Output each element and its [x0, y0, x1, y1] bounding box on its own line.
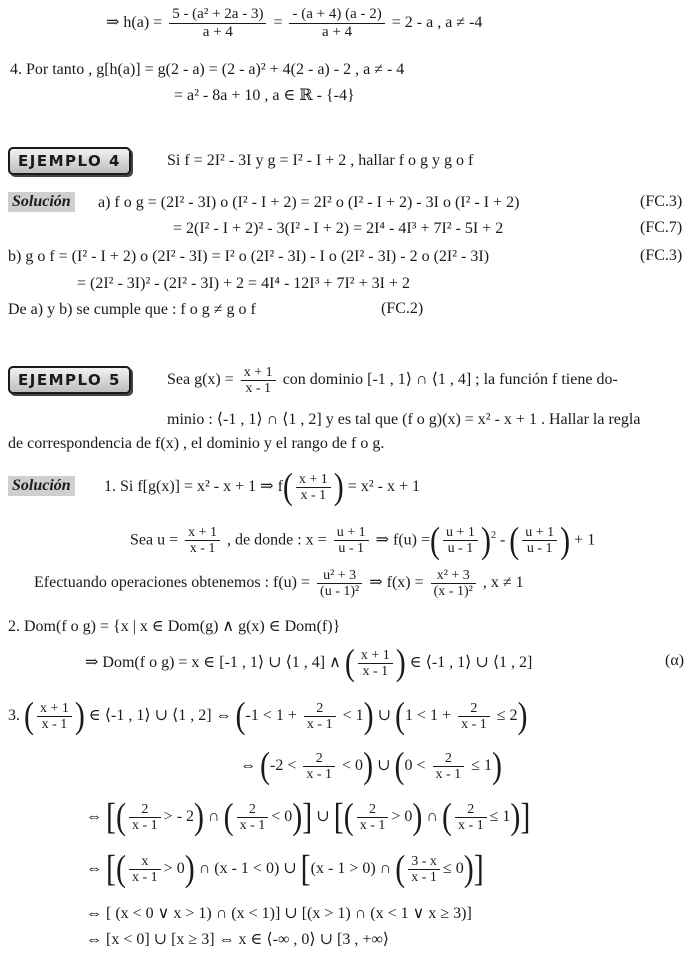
s1-num: x + 1	[296, 472, 331, 488]
paren-left: (	[395, 695, 406, 737]
lt-zero: < 0	[271, 808, 293, 825]
u-fraction	[185, 525, 220, 556]
gt-zero: > 0	[163, 860, 185, 877]
frac-num: 2	[458, 701, 490, 717]
paren-right: )	[292, 796, 303, 838]
frac-den: x - 1	[359, 817, 386, 833]
h-frac1-numerator: 5 - (a² + 2a - 3)	[169, 6, 266, 24]
g-denominator: x - 1	[245, 380, 272, 396]
m1b: < 1	[342, 707, 364, 724]
ej5-statement-1	[167, 363, 618, 397]
paren-left: (	[282, 466, 293, 508]
s1-den: x - 1	[300, 487, 327, 503]
paren-right: )	[510, 796, 521, 838]
ej5-statement-3: de correspondencia de f(x) , el dominio y el rango de f o g.	[8, 435, 385, 452]
s3-den: x - 1	[41, 716, 68, 732]
frac-den: x - 1	[306, 716, 333, 732]
s3-in: ∈ ⟨-1 , 1⟩ ∪ ⟨1 , 2] ⇔	[88, 707, 232, 724]
paren-right: )	[517, 695, 528, 737]
ejemplo-5-badge: EJEMPLO 5	[8, 366, 131, 394]
frac-num: 2	[304, 701, 336, 717]
bracket-left: [	[106, 796, 116, 838]
le-zero: ≤ 0	[442, 860, 464, 877]
paren-right: )	[194, 796, 205, 838]
paren-right: )	[560, 519, 571, 561]
frac-num: 2	[357, 802, 389, 818]
frac-den: x - 1	[239, 817, 266, 833]
paren-right: )	[74, 695, 85, 737]
two-over-x2	[458, 701, 490, 732]
x-over-xm1	[129, 854, 161, 885]
fur-num: u² + 3	[317, 568, 362, 584]
paren-left: (	[235, 695, 246, 737]
union: ∪	[377, 757, 391, 774]
s3d-p1: ∩ (x - 1 < 0) ∪	[198, 860, 297, 877]
paren-left: (	[430, 519, 441, 561]
le-one: ≤ 1	[489, 808, 511, 825]
paren-right: )	[491, 745, 502, 787]
union: ∪	[316, 808, 330, 825]
iff: ⇔	[86, 808, 102, 825]
ejemplo-4-badge: EJEMPLO 4	[8, 147, 131, 175]
frac-d	[455, 802, 487, 833]
bracket-left: [	[333, 796, 344, 838]
iff: ⇔	[240, 757, 256, 774]
s3-pre: 3.	[8, 707, 20, 724]
ej5-solucion-label: Solución	[8, 476, 75, 496]
g-fraction	[241, 365, 276, 396]
m1c: 1 < 1 +	[405, 707, 452, 724]
x-of-u-fraction	[334, 525, 369, 556]
s2-pre: ⇒ Dom(f o g) = x ∈ [-1 , 1⟩ ∪ ⟨1 , 4] ∧	[85, 654, 341, 671]
fxr-den: (x - 1)²	[433, 583, 473, 599]
paren-left: (	[344, 642, 355, 684]
two-over-x4	[433, 751, 465, 782]
frac-b	[237, 802, 269, 833]
s2-post: ∈ ⟨-1 , 1⟩ ∪ ⟨1 , 2]	[409, 654, 533, 671]
ej4-solucion-label: Solución	[8, 192, 75, 212]
item4-line1: 4. Por tanto , g[h(a)] = g(2 - a) = (2 - a)² + 4(2 - a) - 2 , a ≠ - 4	[10, 61, 405, 78]
ej4-conclusion: De a) y b) se cumple que : f o g ≠ g o f	[8, 301, 256, 318]
frac-num: 3 - x	[408, 854, 440, 870]
h-frac2-denominator: a + 4	[322, 24, 353, 40]
h-of-a-line	[106, 6, 482, 41]
h-fraction-1	[169, 6, 266, 41]
paren-right: )	[363, 745, 374, 787]
ej4-concl-tag: (FC.2)	[381, 300, 424, 317]
paren-right: )	[363, 695, 374, 737]
ej5-statement-2: minio : ⟨-1 , 1⟩ ∩ ⟨1 , 2] y es tal que (f o g)(x) = x² - x + 1 . Hallar la regla	[167, 411, 641, 428]
m2c: 0 <	[404, 757, 426, 774]
alpha-tag: (α)	[665, 652, 685, 669]
u-den: x - 1	[189, 541, 216, 557]
frac-num: x	[129, 854, 161, 870]
frac-c	[357, 802, 389, 833]
ej5-step1-line1	[104, 466, 420, 508]
bracket-right: ]	[473, 848, 484, 890]
s1c-post: , x ≠ 1	[482, 574, 524, 591]
fub-num: u + 1	[522, 525, 557, 541]
equals-sign: =	[273, 14, 283, 32]
paren-right: )	[412, 796, 423, 838]
squared: 2	[490, 530, 496, 541]
ej5-stmt1: con dominio [-1 , 1⟩ ∩ ⟨1 , 4] ; la función f tiene do-	[282, 371, 618, 388]
ej4-statement: Si f = 2I² - 3I y g = I² - I + 2 , hallar f o g y g o f	[167, 152, 474, 169]
frac-num: 2	[433, 751, 465, 767]
h-frac1-denominator: a + 4	[202, 24, 233, 40]
frac-den: x - 1	[132, 869, 158, 885]
bracket-left: [	[300, 848, 311, 890]
intersect: ∩	[426, 808, 438, 825]
ej5-step3-line3	[86, 796, 531, 838]
paren-left: (	[260, 745, 270, 787]
ej5-step1-line3	[34, 566, 524, 600]
minus-sign: -	[499, 531, 506, 549]
frac-den: x - 1	[457, 817, 484, 833]
frac-den: x - 1	[461, 716, 487, 732]
h-rhs: = 2 - a , a ≠ -4	[391, 14, 483, 32]
paren-left: (	[441, 796, 452, 838]
ej5-step3-line1	[8, 695, 528, 737]
s2-fraction	[358, 648, 393, 679]
paren-left: (	[395, 848, 406, 890]
union: ∪	[377, 707, 392, 724]
paren-left: (	[343, 796, 354, 838]
m1a: -1 < 1 +	[245, 707, 297, 724]
m1d: ≤ 2	[496, 707, 518, 724]
two-over-x3	[303, 751, 335, 782]
s1-fraction	[296, 472, 331, 503]
frac-num: 2	[129, 802, 161, 818]
frac-den: x - 1	[306, 766, 333, 782]
frac-num: 2	[237, 802, 269, 818]
iff: ⇔	[86, 860, 102, 877]
s3-num: x + 1	[37, 701, 72, 717]
paren-right: )	[184, 848, 195, 890]
s1b-mid: , de donde : x =	[227, 531, 327, 549]
h-fraction-2	[289, 6, 384, 41]
ej5-step3-line2	[240, 745, 502, 787]
paren-right: )	[333, 466, 344, 508]
fu-frac-a	[443, 525, 478, 556]
bracket-right: ]	[302, 796, 313, 838]
bracket-right: ]	[520, 796, 531, 838]
ej4-a1-tag: (FC.3)	[640, 193, 683, 210]
g-numerator: x + 1	[241, 365, 276, 381]
h-frac2-numerator: - (a + 4) (a - 2)	[289, 6, 384, 24]
u-num: x + 1	[185, 525, 220, 541]
gt-minus-two: > - 2	[163, 808, 195, 825]
ej4-a-line1: a) f o g = (2I² - 3I) o (I² - I + 2) = 2I² o (I² - I + 2) - 3I o (I² - I + 2)	[98, 194, 520, 211]
ej5-step3-line4	[86, 848, 484, 890]
h-lhs: ⇒ h(a) =	[106, 14, 163, 32]
xu-num: u + 1	[334, 525, 369, 541]
ej5-step2-line2	[85, 642, 533, 684]
s1b-fu: ⇒ f(u) =	[375, 531, 431, 549]
intersect: ∩	[208, 808, 220, 825]
ej4-b1-tag: (FC.3)	[640, 247, 683, 264]
paren-right: )	[395, 642, 406, 684]
two-over-x1	[304, 701, 336, 732]
three-minus-x-frac	[408, 854, 440, 885]
paren-left: (	[116, 796, 126, 838]
s3-fraction	[37, 701, 72, 732]
ej4-b-line1: b) g o f = (I² - I + 2) o (2I² - 3I) = I² o (2I² - 3I) - I o (2I² - 3I) - 2 o (2I² - 3I)	[8, 248, 490, 265]
ej5-step1-line2	[130, 519, 596, 561]
fxr-num: x² + 3	[431, 568, 476, 584]
fua-num: u + 1	[443, 525, 478, 541]
plus-one: + 1	[574, 531, 596, 549]
ej4-a2-tag: (FC.7)	[640, 219, 683, 236]
frac-den: x - 1	[411, 869, 437, 885]
frac-den: x - 1	[132, 817, 158, 833]
s1c-pre: Efectuando operaciones obtenemos : f(u) =	[34, 574, 311, 591]
s2-num: x + 1	[358, 648, 393, 664]
ej5-step2-line1: 2. Dom(f o g) = {x | x ∈ Dom(g) ∧ g(x) ∈ Dom(f)}	[8, 618, 341, 635]
ej4-a-line2: = 2(I² - I + 2)² - 3(I² - I + 2) = 2I⁴ - 4I³ + 7I² - 5I + 2	[173, 220, 504, 237]
paren-left: (	[24, 695, 34, 737]
paren-left: (	[394, 745, 405, 787]
frac-num: 2	[303, 751, 335, 767]
s3d-p2: (x - 1 > 0) ∩	[310, 860, 392, 877]
xu-den: u - 1	[338, 541, 364, 557]
s2-den: x - 1	[362, 663, 389, 679]
ej4-b-line2: = (2I² - 3I)² - (2I² - 3I) + 2 = 4I⁴ - 12I³ + 7I² + 3I + 2	[77, 275, 410, 292]
bracket-left: [	[106, 848, 116, 890]
fu-result-fraction	[317, 568, 362, 599]
paren-left: (	[509, 519, 520, 561]
gt-zero: > 0	[391, 808, 413, 825]
s1c-mid: ⇒ f(x) =	[369, 574, 424, 591]
fu-frac-b	[522, 525, 557, 556]
m2d: ≤ 1	[471, 757, 492, 774]
paren-left: (	[223, 796, 234, 838]
frac-den: x - 1	[435, 766, 462, 782]
fur-den: (u - 1)²	[320, 583, 360, 599]
fub-den: u - 1	[526, 541, 553, 557]
frac-a	[129, 802, 161, 833]
frac-num: 2	[455, 802, 487, 818]
paren-left: (	[116, 848, 126, 890]
s1-pre: 1. Si f[g(x)] = x² - x + 1 ⇒ f	[104, 478, 283, 495]
m2a: -2 <	[270, 757, 297, 774]
s1b-pre: Sea u =	[130, 531, 179, 549]
fx-result-fraction	[431, 568, 476, 599]
fua-den: u - 1	[447, 541, 474, 557]
s1-post: = x² - x + 1	[347, 478, 420, 495]
item4-line2: = a² - 8a + 10 , a ∈ ℝ - {-4}	[174, 87, 355, 104]
paren-right: )	[480, 519, 491, 561]
ej5-step3-line6: ⇔ [x < 0] ∪ [x ≥ 3] ⇔ x ∈ ⟨-∞ , 0⟩ ∪ [3 , +∞⟩	[86, 931, 389, 948]
paren-right: )	[463, 848, 474, 890]
ej5-step3-line5: ⇔ [ (x < 0 ∨ x > 1) ∩ (x < 1)] ∪ [(x > 1) ∩ (x < 1 ∨ x ≥ 3)]	[86, 905, 472, 922]
ej5-sea: Sea g(x) =	[167, 371, 234, 388]
m2b: < 0	[342, 757, 364, 774]
